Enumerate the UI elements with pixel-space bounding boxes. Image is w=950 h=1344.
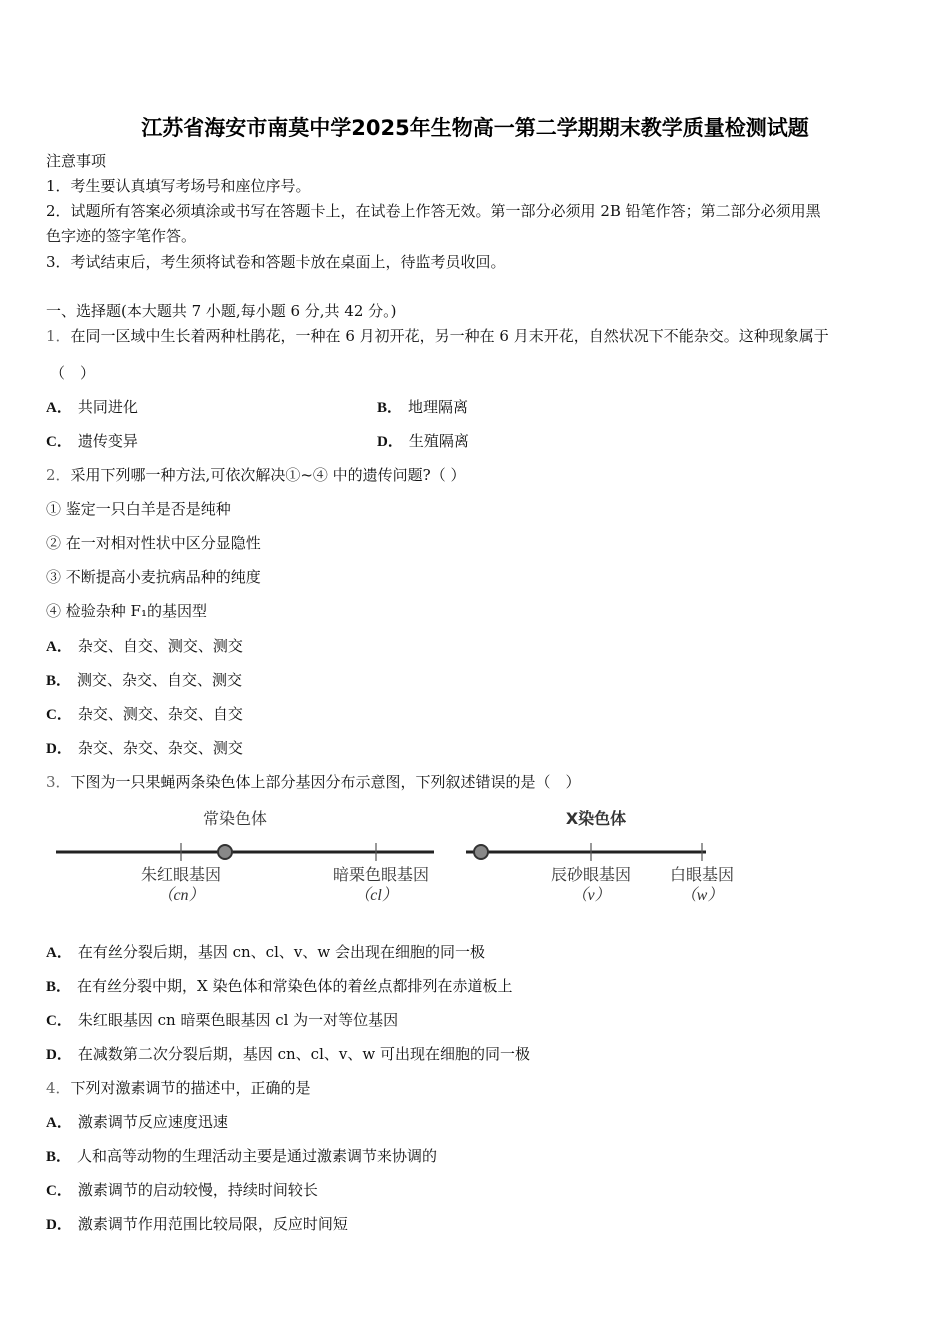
chromosome-diagram <box>50 800 750 910</box>
option-b: B． 在有丝分裂中期，X 染色体和常染色体的着丝点都排列在赤道板上 <box>46 977 513 995</box>
question-2-stem <box>46 465 465 485</box>
gene-label: 白眼基因 <box>669 865 735 884</box>
notice-item: 1．考生要认真填写考场号和座位序号。 <box>46 177 311 195</box>
option-d: D． 杂交、杂交、杂交、测交 <box>46 739 243 757</box>
option-b: B． 测交、杂交、自交、测交 <box>46 671 243 689</box>
option-d: D． 生殖隔离 <box>377 432 469 450</box>
gene-symbol: （v） <box>571 887 611 904</box>
option-d: D． 激素调节作用范围比较局限，反应时间短 <box>46 1215 348 1233</box>
sub-item: ② 在一对相对性状中区分显隐性 <box>46 534 261 552</box>
notice-item: 2．试题所有答案必须填涂或书写在答题卡上，在试卷上作答无效。第一部分必须用 2B 铅笔作答；第二部分必须用黑 <box>46 202 821 220</box>
question-number: 2． <box>46 466 71 484</box>
question-text: 下图为一只果蝇两条染色体上部分基因分布示意图，下列叙述错误的是（ ） <box>70 773 581 791</box>
option-a: A． 激素调节反应速度迅速 <box>46 1113 228 1131</box>
option-b: B． 人和高等动物的生理活动主要是通过激素调节来协调的 <box>46 1147 438 1165</box>
gene-label: 暗栗色眼基因 <box>332 865 430 884</box>
option-a: A． 共同进化 <box>46 398 138 416</box>
question-4-stem <box>46 1078 311 1098</box>
autosome-label: 常染色体 <box>202 809 268 828</box>
gene-symbol: （cn） <box>157 887 205 904</box>
notice-item: 色字迹的签字笔作答。 <box>46 227 197 245</box>
sub-item: ④ 检验杂种 F₁的基因型 <box>46 602 207 620</box>
option-c: C． 杂交、测交、杂交、自交 <box>46 705 243 723</box>
gene-symbol: （cl） <box>354 887 398 904</box>
option-d: D． 在减数第二次分裂后期，基因 cn、cl、v、w 可出现在细胞的同一极 <box>46 1045 530 1063</box>
x-chromosome-label: X染色体 <box>565 809 627 828</box>
sub-item: ① 鉴定一只白羊是否是纯种 <box>46 500 231 518</box>
section-heading: 一、选择题(本大题共 7 小题,每小题 6 分,共 42 分。) <box>46 302 397 320</box>
sub-item: ③ 不断提高小麦抗病品种的纯度 <box>46 568 261 586</box>
centromere-icon <box>218 845 232 859</box>
question-number: 4． <box>46 1079 71 1097</box>
option-b: B． 地理隔离 <box>377 398 469 416</box>
question-1-stem <box>46 326 829 346</box>
option-c: C． 遗传变异 <box>46 432 138 450</box>
notice-item: 3．考试结束后，考生须将试卷和答题卡放在桌面上，待监考员收回。 <box>46 253 506 271</box>
question-text: 采用下列哪一种方法,可依次解决①~④ 中的遗传问题?（ ） <box>70 466 466 484</box>
gene-label: 朱红眼基因 <box>140 865 222 884</box>
page-title: 江苏省海安市南莫中学2025年生物高一第二学期期末教学质量检测试题 <box>141 116 809 140</box>
question-text: 在同一区域中生长着两种杜鹃花，一种在 6 月初开花，另一种在 6 月末开花，自然状况下不能杂交。这种现象属于 <box>70 327 829 345</box>
gene-label: 辰砂眼基因 <box>550 865 632 884</box>
answer-blank: （ ） <box>50 364 96 382</box>
question-3-stem <box>46 772 581 792</box>
question-number: 3． <box>46 773 71 791</box>
option-c: C． 朱红眼基因 cn 暗栗色眼基因 cl 为一对等位基因 <box>46 1011 399 1029</box>
question-number: 1． <box>46 327 71 345</box>
gene-symbol: （w） <box>680 887 724 904</box>
centromere-icon <box>474 845 488 859</box>
question-text: 下列对激素调节的描述中，正确的是 <box>70 1079 311 1097</box>
option-c: C． 激素调节的启动较慢，持续时间较长 <box>46 1181 318 1199</box>
option-a: A． 杂交、自交、测交、测交 <box>46 637 243 655</box>
option-a: A． 在有丝分裂后期，基因 cn、cl、v、w 会出现在细胞的同一极 <box>46 943 485 961</box>
notice-heading: 注意事项 <box>46 152 107 170</box>
